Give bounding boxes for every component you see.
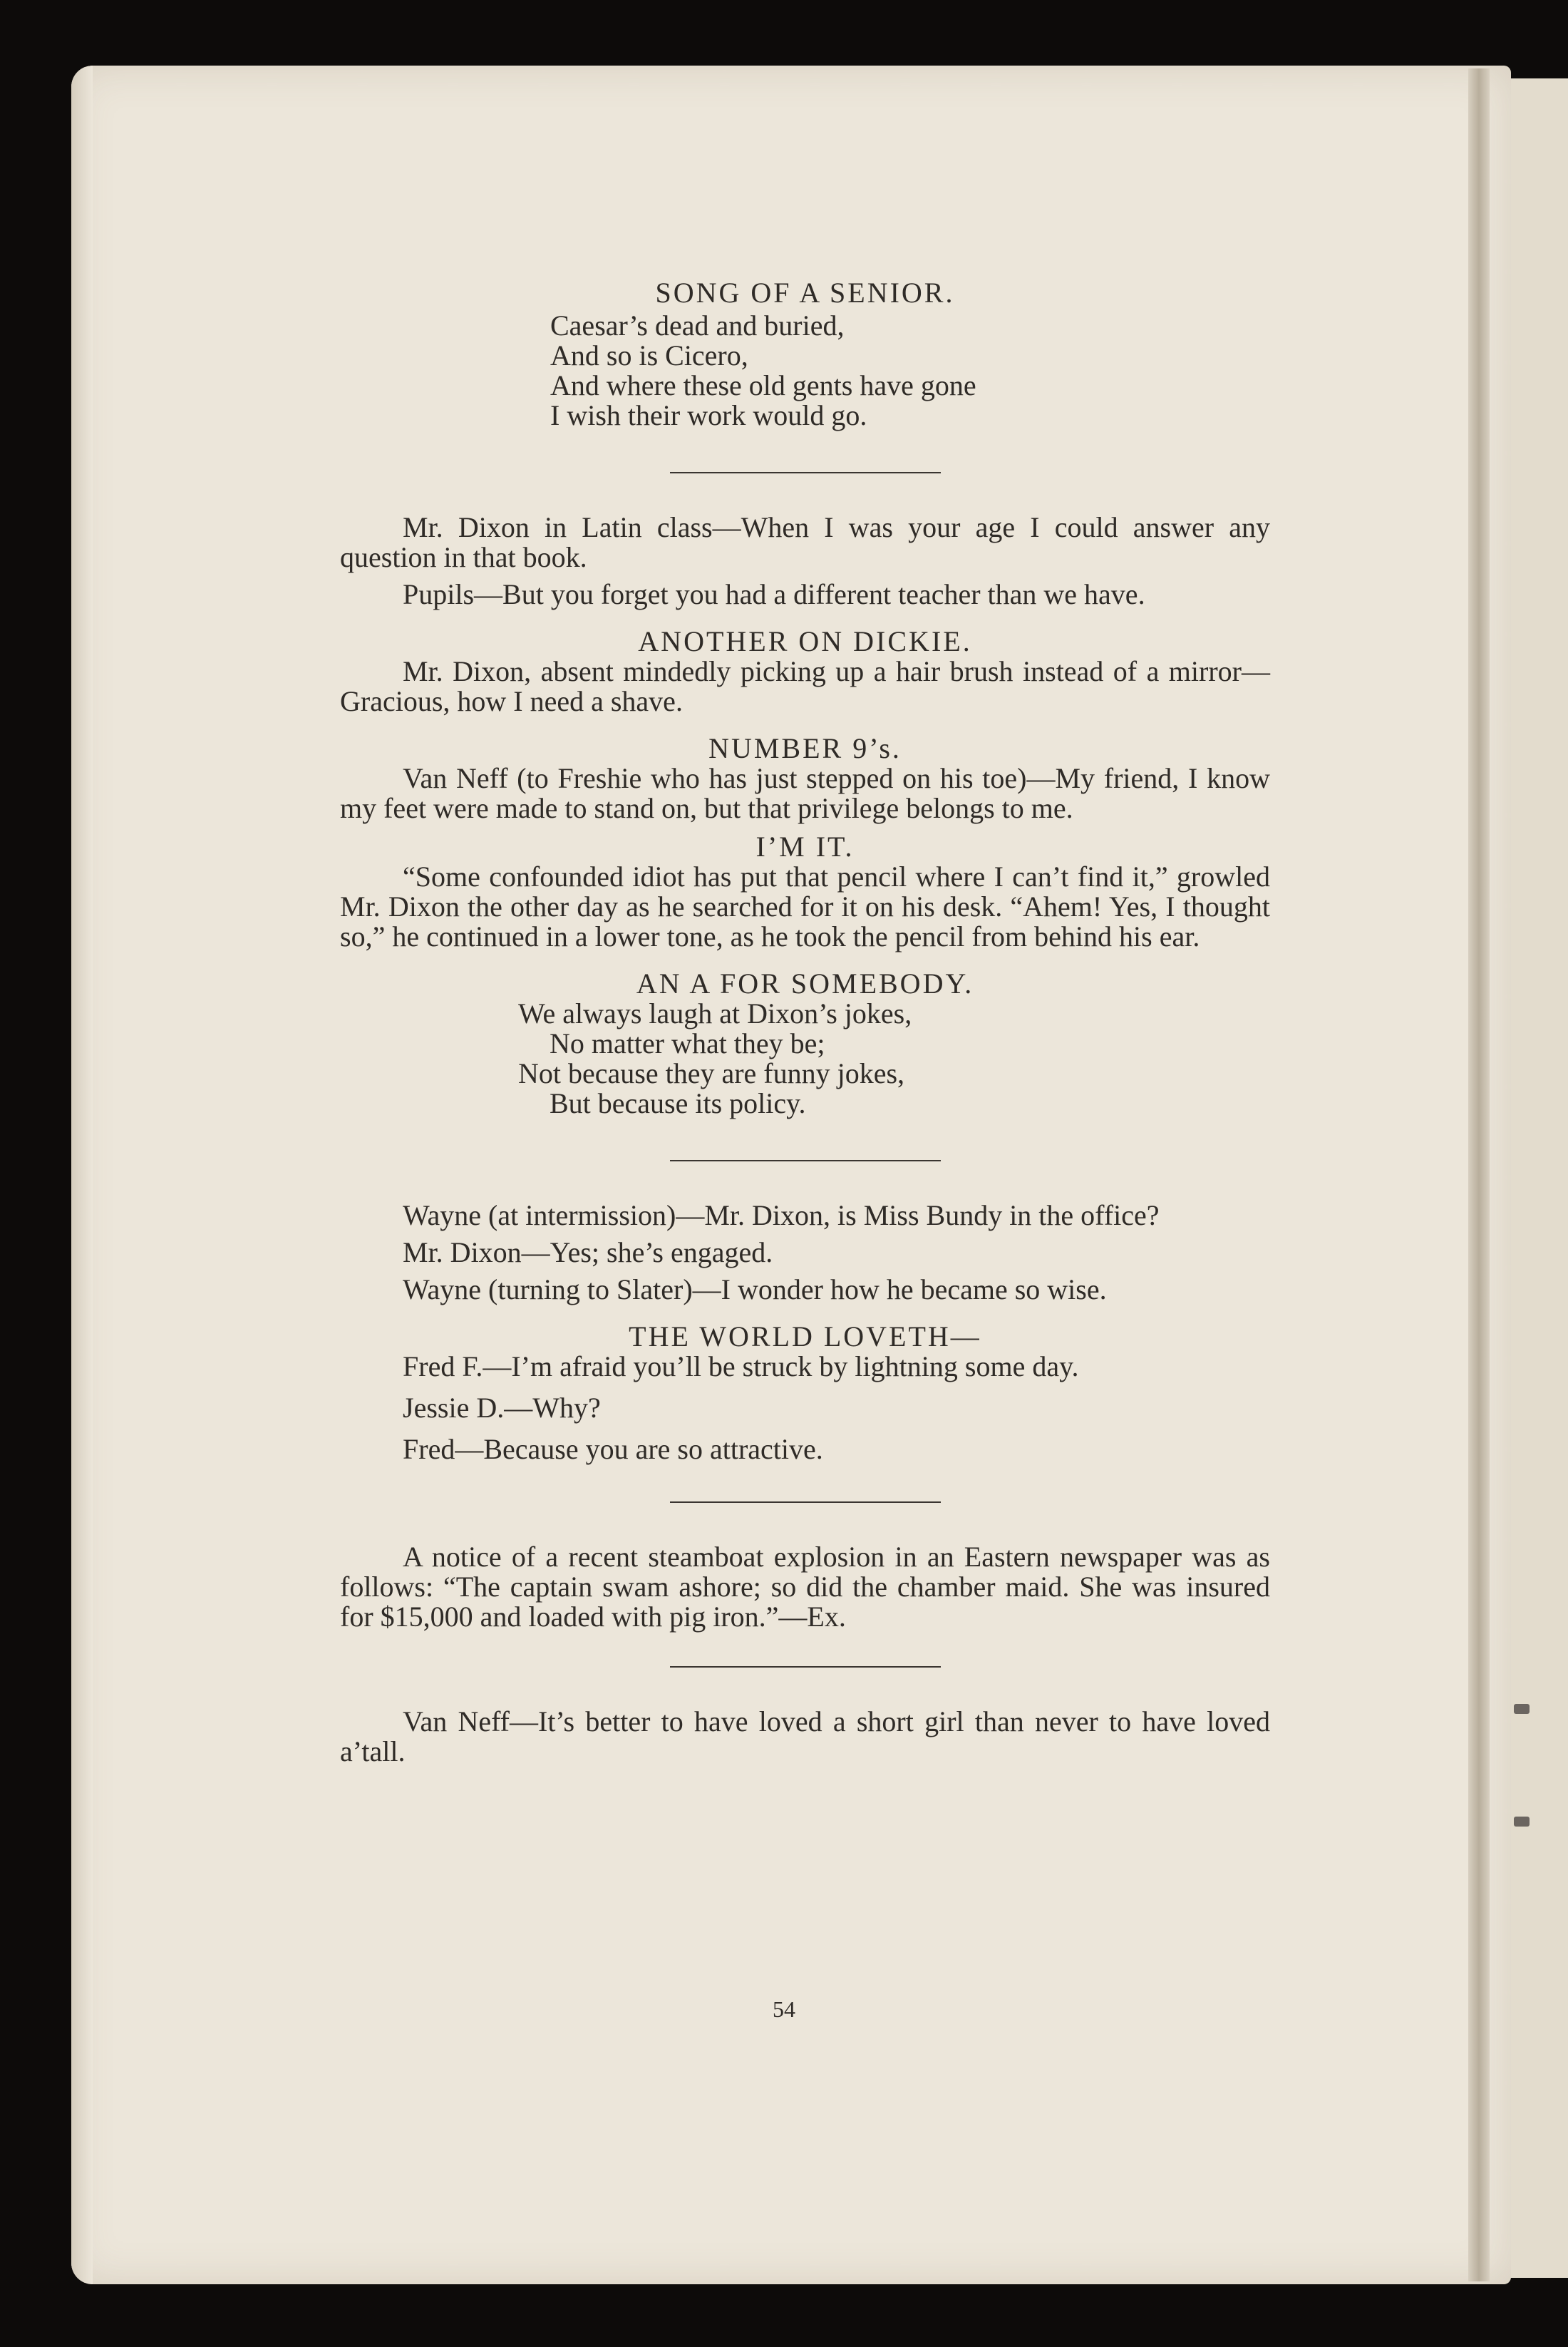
section-divider [670, 1666, 941, 1668]
section-divider [670, 472, 941, 473]
book-gutter [1468, 68, 1490, 2281]
section-divider [670, 1501, 941, 1503]
poem-line: And where these old gents have gone [550, 369, 976, 401]
poem-line: Not because they are funny jokes, [518, 1057, 905, 1089]
poem-line: And so is Cicero, [550, 339, 748, 371]
paragraph: Pupils—But you forget you had a different teacher than we have. [403, 578, 1145, 610]
paragraph: Mr. Dixon in Latin class—When I was your age I could answer any question in that book. [340, 511, 1270, 573]
poem-line: No matter what they be; [550, 1027, 825, 1059]
paragraph: “Some confounded idiot has put that pencil where I can’t find it,” growled Mr. Dixon the other day as he searched for it on his desk. “Ahem! Yes, I thought so,” he continued in a lower tone, as he took the pencil from behind his ear. [340, 861, 1270, 952]
paragraph: Mr. Dixon—Yes; she’s engaged. [403, 1236, 773, 1268]
section-title: I’M IT. [755, 831, 855, 863]
page-number: 54 [773, 1996, 795, 2022]
page-left-edge [71, 66, 93, 2284]
section-title: THE WORLD LOVETH— [629, 1320, 981, 1352]
section-title: ANOTHER ON DICKIE. [638, 625, 972, 657]
poem [518, 999, 1270, 1119]
paragraph: Wayne (at intermission)—Mr. Dixon, is Miss Bundy in the office? [403, 1199, 1160, 1231]
section-title: NUMBER 9’s. [708, 732, 902, 764]
poem [550, 311, 1270, 431]
staple-mark [1514, 1817, 1530, 1827]
poem-line: Caesar’s dead and buried, [550, 309, 845, 341]
section-title: AN A FOR SOMEBODY. [636, 967, 974, 1000]
paragraph: Jessie D.—Why? [403, 1392, 601, 1424]
paragraph: Wayne (turning to Slater)—I wonder how he became so wise. [403, 1273, 1107, 1305]
paragraph: Van Neff (to Freshie who has just stepped on his toe)—My friend, I know my feet were made to stand on, but that privilege belongs to me. [340, 762, 1270, 824]
section-divider [670, 1160, 941, 1161]
paragraph: Fred F.—I’m afraid you’ll be struck by lightning some day. [403, 1350, 1079, 1382]
staple-mark [1514, 1704, 1530, 1714]
page-content [340, 278, 1270, 1767]
paragraph: Van Neff—It’s better to have loved a short girl than never to have loved a’tall. [340, 1705, 1270, 1767]
poem-line: But because its policy. [550, 1087, 806, 1119]
poem-line: We always laugh at Dixon’s jokes, [518, 997, 912, 1029]
paragraph: Mr. Dixon, absent mindedly picking up a hair brush instead of a mirror—Gracious, how I need a shave. [340, 655, 1270, 717]
paragraph: A notice of a recent steamboat explosion in an Eastern newspaper was as follows: “The captain swam ashore; so did the chamber maid. She was insured for $15,000 and loaded with pig iron.”—Ex. [340, 1541, 1270, 1633]
poem-line: I wish their work would go. [550, 399, 867, 431]
paragraph: Fred—Because you are so attractive. [403, 1433, 823, 1465]
section-title: SONG OF A SENIOR. [655, 277, 955, 309]
